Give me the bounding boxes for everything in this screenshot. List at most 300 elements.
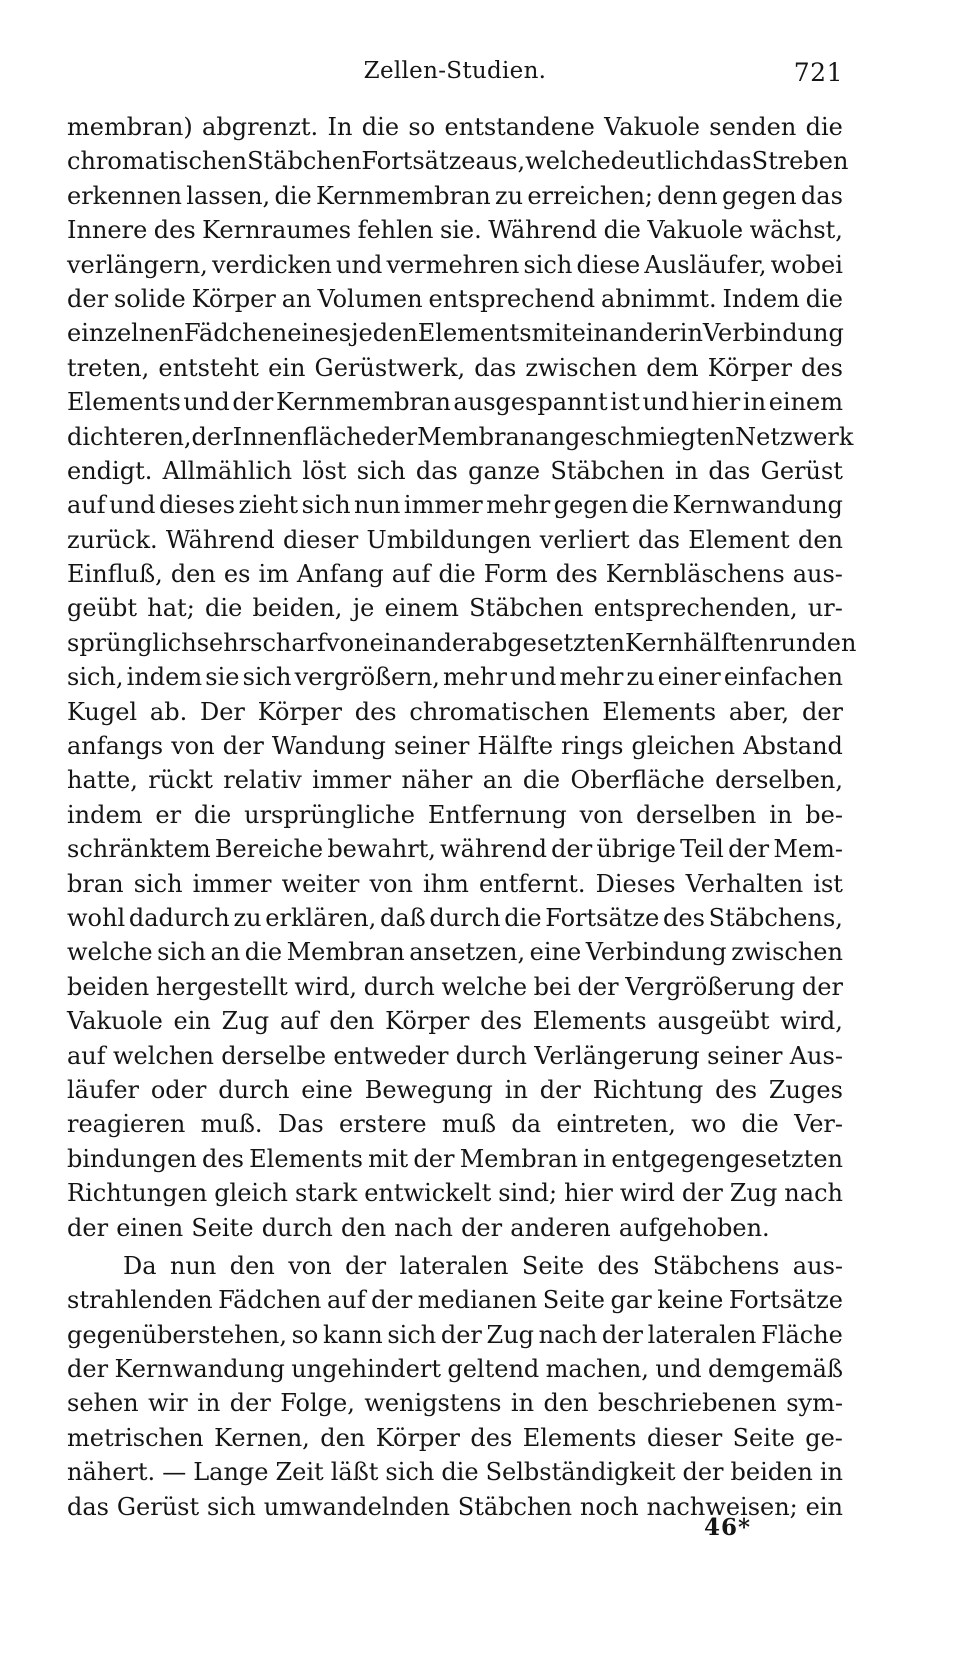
- word: und: [336, 250, 383, 279]
- word: Stäbchen: [550, 456, 665, 485]
- word: derselben: [636, 800, 757, 829]
- text-line: [67, 282, 843, 316]
- word: da: [511, 1110, 542, 1139]
- word: mit: [368, 1144, 409, 1173]
- word: des: [597, 1251, 640, 1280]
- word: der: [551, 835, 593, 864]
- word: und: [109, 491, 156, 520]
- word: Indem: [722, 284, 800, 313]
- word: Körper: [375, 1423, 460, 1452]
- word: Teil: [680, 835, 724, 864]
- word: sich: [301, 491, 351, 520]
- text-line: [67, 867, 843, 901]
- word: stark: [294, 1179, 358, 1208]
- word: Ausläufer,: [644, 250, 767, 279]
- word: weiter: [281, 869, 360, 898]
- word: der: [801, 697, 843, 726]
- word: Elements: [249, 1144, 363, 1173]
- word: Während: [488, 216, 598, 245]
- word: das: [67, 1492, 109, 1521]
- word: die: [244, 938, 283, 967]
- word: des: [470, 1423, 513, 1452]
- word: immer: [312, 766, 392, 795]
- word: dem: [646, 353, 699, 382]
- word: sich: [385, 1458, 435, 1487]
- word: Kugel: [67, 697, 138, 726]
- word: rings: [561, 732, 624, 761]
- word: Körper: [707, 353, 792, 382]
- word: aus-: [792, 1251, 843, 1280]
- word: rückt: [148, 766, 213, 795]
- word: senden: [709, 113, 797, 141]
- word: Kernhälften: [625, 628, 770, 657]
- word: von: [288, 1251, 332, 1280]
- word: relativ: [223, 766, 302, 795]
- body-text: [67, 110, 857, 1524]
- word: mehr: [486, 491, 551, 520]
- word: Einfluß,: [67, 560, 163, 589]
- word: die: [274, 181, 312, 210]
- word: muß.: [200, 1110, 263, 1139]
- word: abgrenzt.: [202, 113, 319, 141]
- word: Kernwandung: [672, 491, 843, 520]
- text-line: [67, 1352, 843, 1386]
- word: durch: [218, 1075, 290, 1104]
- word: nach: [784, 1179, 843, 1208]
- word: Körper: [257, 697, 342, 726]
- word: in: [769, 800, 793, 829]
- word: welchen: [112, 1041, 214, 1070]
- word: Während: [165, 525, 275, 554]
- word: vermehren: [386, 250, 520, 279]
- word: der: [67, 1355, 109, 1384]
- word: die: [805, 113, 843, 141]
- text-line: [67, 1283, 843, 1317]
- word: hat;: [147, 594, 195, 623]
- word: einer: [657, 663, 721, 692]
- word: mehr: [559, 663, 624, 692]
- word: ganze: [468, 456, 541, 485]
- word: des: [801, 353, 843, 382]
- word: ihm: [422, 869, 469, 898]
- word: Abstand: [743, 732, 843, 761]
- word: läßt: [330, 1458, 379, 1487]
- word: angeschmiegten: [535, 422, 736, 451]
- word: Kernwandung: [114, 1355, 285, 1384]
- word: Gerüst: [116, 1492, 200, 1521]
- word: einfachen: [723, 663, 843, 692]
- word: zwischen: [731, 938, 843, 967]
- word: auf: [279, 1007, 319, 1036]
- word: die: [805, 284, 843, 313]
- word: die: [441, 1458, 479, 1487]
- word: lateralen: [647, 1320, 757, 1349]
- word: das: [709, 147, 752, 176]
- word: kann: [322, 1320, 383, 1349]
- word: Seite: [732, 1423, 795, 1452]
- word: ein: [268, 353, 306, 382]
- word: Stäbchen: [469, 594, 584, 623]
- word: Innere: [67, 216, 148, 245]
- word: Kernbläschens: [605, 560, 785, 589]
- word: die: [438, 560, 476, 589]
- word: einem: [768, 388, 843, 417]
- word: sprünglich: [67, 628, 197, 657]
- word: Streben: [751, 147, 849, 176]
- text-line: [67, 1039, 843, 1073]
- word: Vakuole: [647, 216, 744, 245]
- word: die: [361, 113, 400, 141]
- word: näher: [401, 766, 473, 795]
- word: gegen: [722, 181, 797, 210]
- word: runden: [769, 628, 857, 657]
- word: in: [742, 388, 767, 417]
- text-line: [67, 1386, 843, 1420]
- word: der: [232, 388, 274, 417]
- word: noch: [579, 1492, 639, 1521]
- word: der: [67, 284, 109, 313]
- word: eines: [287, 319, 352, 348]
- word: nachweisen;: [646, 1492, 798, 1521]
- text-line: [67, 935, 843, 969]
- word: Anfang: [296, 560, 384, 589]
- word: entstandene: [444, 113, 595, 141]
- word: beschriebenen: [597, 1389, 777, 1418]
- word: entgegengesetzten: [611, 1144, 843, 1173]
- word: Seite: [521, 1251, 585, 1280]
- word: Elements: [532, 1007, 647, 1036]
- word: ausgespannt: [453, 388, 608, 417]
- word: abgesetzten: [477, 628, 625, 657]
- word: des: [480, 1007, 523, 1036]
- word: Stäbchen: [457, 1492, 573, 1521]
- word: membran): [67, 113, 193, 141]
- word: des: [663, 903, 705, 932]
- word: ungehindert: [291, 1355, 441, 1384]
- running-title: Zellen-Studien.: [363, 58, 547, 84]
- word: der: [539, 1075, 581, 1104]
- word: ein: [805, 1492, 843, 1521]
- text-line: [67, 179, 843, 213]
- word: Element: [688, 525, 790, 554]
- word: wo: [691, 1110, 727, 1139]
- text-line: [67, 901, 843, 935]
- word: zu: [626, 663, 655, 692]
- text-line: [67, 110, 843, 144]
- word: wenigstens: [364, 1389, 502, 1418]
- word: auf: [67, 491, 106, 520]
- word: den: [229, 1251, 275, 1280]
- word: seiner: [707, 1041, 783, 1070]
- text-line: [67, 1142, 843, 1176]
- text-line: [67, 1004, 843, 1038]
- word: sind;: [498, 1179, 558, 1208]
- word: erreichen;: [527, 181, 654, 210]
- word: fehlen: [357, 216, 434, 245]
- word: Das: [277, 1110, 324, 1139]
- word: eine: [529, 938, 582, 967]
- text-line: [67, 763, 843, 797]
- word: treten,: [67, 353, 150, 382]
- word: solide: [113, 284, 186, 313]
- word: sich: [523, 250, 573, 279]
- word: auf: [391, 560, 431, 589]
- word: sehen: [67, 1389, 139, 1418]
- word: der: [229, 1389, 271, 1418]
- word: zu: [494, 181, 524, 210]
- word: des: [354, 697, 397, 726]
- word: —: [162, 1458, 187, 1487]
- word: welche: [441, 972, 528, 1001]
- word: zwischen: [525, 353, 638, 382]
- word: zu: [233, 903, 262, 932]
- word: keine: [657, 1286, 724, 1315]
- word: der: [577, 972, 619, 1001]
- word: miteinander: [531, 319, 680, 348]
- word: scharf: [250, 628, 327, 657]
- word: Zuges: [768, 1075, 843, 1104]
- text-line: [67, 1073, 843, 1107]
- word: diese: [576, 250, 641, 279]
- word: an: [482, 766, 513, 795]
- text-line: [67, 729, 843, 763]
- text-line: [67, 523, 843, 557]
- word: Körper: [191, 284, 276, 313]
- word: Zug: [221, 1007, 270, 1036]
- word: demgemäß: [708, 1355, 843, 1384]
- word: Elements: [522, 1423, 637, 1452]
- word: verdicken: [211, 250, 332, 279]
- word: wächst,: [749, 216, 843, 245]
- text-line: [67, 351, 843, 385]
- word: der: [601, 1320, 643, 1349]
- word: Oberfläche: [570, 766, 705, 795]
- word: jeden: [351, 319, 418, 348]
- word: deutlich: [610, 147, 710, 176]
- word: an: [281, 284, 312, 313]
- word: in: [679, 319, 703, 348]
- word: einen: [116, 1213, 184, 1242]
- text-line: [67, 1318, 843, 1352]
- word: Fläche: [761, 1320, 843, 1349]
- word: ist: [813, 869, 843, 898]
- word: Vakuole: [67, 1007, 163, 1036]
- word: geltend: [447, 1355, 540, 1384]
- word: der: [801, 972, 843, 1001]
- word: in: [510, 1389, 535, 1418]
- word: voneinander: [326, 628, 478, 657]
- word: Richtungen: [67, 1179, 208, 1208]
- word: entwickelt: [364, 1179, 492, 1208]
- word: von: [369, 869, 413, 898]
- word: Da: [123, 1251, 157, 1280]
- word: ist: [610, 388, 640, 417]
- word: indem: [67, 800, 143, 829]
- word: wobei: [770, 250, 843, 279]
- word: Kernmembran: [276, 388, 451, 417]
- word: sich: [133, 869, 183, 898]
- word: ge-: [805, 1423, 843, 1452]
- word: dieses: [158, 491, 236, 520]
- word: der: [461, 1213, 503, 1242]
- word: Richtung: [592, 1075, 704, 1104]
- word: löst: [302, 456, 347, 485]
- word: reagieren: [67, 1110, 186, 1139]
- word: der: [440, 1320, 482, 1349]
- word: hatte,: [67, 766, 138, 795]
- text-line: [67, 1176, 843, 1210]
- sheet-signature: 46*: [704, 1514, 752, 1541]
- word: Fädchen: [218, 1286, 322, 1315]
- word: der: [681, 1179, 723, 1208]
- word: Lange: [193, 1458, 269, 1487]
- word: in: [819, 1458, 843, 1487]
- word: Bewegung: [364, 1075, 493, 1104]
- word: des: [715, 1075, 758, 1104]
- word: bindungen: [67, 1144, 197, 1173]
- word: ausgeübt: [657, 1007, 770, 1036]
- word: endigt.: [67, 456, 153, 485]
- word: seiner: [393, 732, 470, 761]
- text-line: [67, 1249, 843, 1283]
- word: läufer: [67, 1075, 139, 1104]
- word: Vergrößerung: [625, 972, 796, 1001]
- word: gleichen: [631, 732, 736, 761]
- word: Membran: [417, 422, 536, 451]
- word: welche: [525, 147, 611, 176]
- word: indem: [126, 663, 203, 692]
- word: des: [555, 560, 598, 589]
- word: der: [67, 1213, 109, 1242]
- word: sich: [242, 663, 292, 692]
- word: sich: [387, 1320, 437, 1349]
- word: hier: [691, 388, 741, 417]
- word: Gerüstwerk,: [314, 353, 466, 382]
- word: Zug: [729, 1179, 778, 1208]
- word: Mem-: [773, 835, 843, 864]
- word: machen,: [545, 1355, 649, 1384]
- word: nun: [169, 1251, 217, 1280]
- word: entsteht: [158, 353, 259, 382]
- word: in: [674, 456, 699, 485]
- word: Stäbchen: [247, 147, 362, 176]
- word: Fädchen: [183, 319, 288, 348]
- word: die: [603, 216, 641, 245]
- word: entsprechend: [428, 284, 596, 313]
- word: Verbindung: [585, 938, 727, 967]
- text-line: [67, 213, 843, 247]
- word: durch: [363, 972, 435, 1001]
- text-line: [67, 591, 843, 625]
- word: einzelnen: [67, 319, 184, 348]
- word: sie.: [439, 216, 482, 245]
- text-line: [67, 626, 857, 660]
- word: dichteren,: [67, 422, 192, 451]
- word: Kernmembran: [315, 181, 491, 210]
- word: in: [583, 1144, 607, 1173]
- word: wohl: [67, 903, 126, 932]
- word: sich: [206, 1492, 256, 1521]
- word: der: [376, 422, 418, 451]
- word: Stäbchens: [652, 1251, 780, 1280]
- word: abnimmt.: [601, 284, 717, 313]
- text-line: [67, 316, 843, 350]
- word: lateralen: [399, 1251, 509, 1280]
- word: chromatischen: [409, 697, 590, 726]
- word: den: [341, 1213, 387, 1242]
- word: durch: [261, 1213, 333, 1242]
- word: Kernraumes: [202, 216, 352, 245]
- word: in: [197, 1389, 221, 1418]
- text-line: [67, 385, 843, 419]
- word: wird: [619, 1179, 675, 1208]
- word: dieser: [283, 525, 359, 554]
- text-line: [67, 420, 854, 454]
- word: entsprechenden,: [593, 594, 798, 623]
- word: Wandung: [271, 732, 386, 761]
- word: vergrößern,: [294, 663, 440, 692]
- word: und: [183, 388, 230, 417]
- word: umwandelnden: [263, 1492, 450, 1521]
- word: auf: [67, 1041, 106, 1070]
- word: anfangs: [67, 732, 164, 761]
- word: und: [655, 1355, 702, 1384]
- word: dadurch: [128, 903, 230, 932]
- word: Vakuole: [604, 113, 700, 141]
- word: gar: [610, 1286, 652, 1315]
- word: durch: [429, 903, 501, 932]
- word: erkennen: [67, 181, 182, 210]
- text-line: [67, 488, 843, 522]
- word: Körper: [385, 1007, 470, 1036]
- word: sich,: [67, 663, 124, 692]
- word: Entfernung: [427, 800, 567, 829]
- word: Umbildungen: [366, 525, 532, 554]
- word: den: [170, 560, 216, 589]
- word: ursprüngliche: [244, 800, 415, 829]
- text-line: [67, 1421, 843, 1455]
- word: das: [708, 456, 751, 485]
- word: die: [522, 766, 561, 795]
- word: beiden,: [252, 594, 343, 623]
- word: das: [637, 525, 680, 554]
- word: übrige: [596, 835, 676, 864]
- word: muß: [441, 1110, 497, 1139]
- word: Allmählich: [162, 456, 293, 485]
- word: die: [741, 1110, 779, 1139]
- word: entfernt.: [478, 869, 586, 898]
- word: und: [510, 663, 557, 692]
- word: Zeit: [275, 1458, 324, 1487]
- word: geübt: [67, 594, 138, 623]
- text-line: [67, 1455, 843, 1489]
- word: der: [222, 732, 264, 761]
- word: Selbständigkeit: [485, 1458, 676, 1487]
- word: auf: [326, 1286, 366, 1315]
- word: ur-: [807, 594, 843, 623]
- word: Volumen: [317, 284, 423, 313]
- word: das: [474, 353, 517, 382]
- word: Verhalten: [685, 869, 804, 898]
- word: Stäbchens,: [708, 903, 843, 932]
- word: aufgehoben.: [618, 1213, 770, 1242]
- word: nun: [354, 491, 401, 520]
- word: hergestellt: [155, 972, 288, 1001]
- word: lassen,: [186, 181, 271, 210]
- word: sich: [157, 938, 206, 967]
- word: Verbindung: [702, 319, 844, 348]
- word: derselben,: [715, 766, 843, 795]
